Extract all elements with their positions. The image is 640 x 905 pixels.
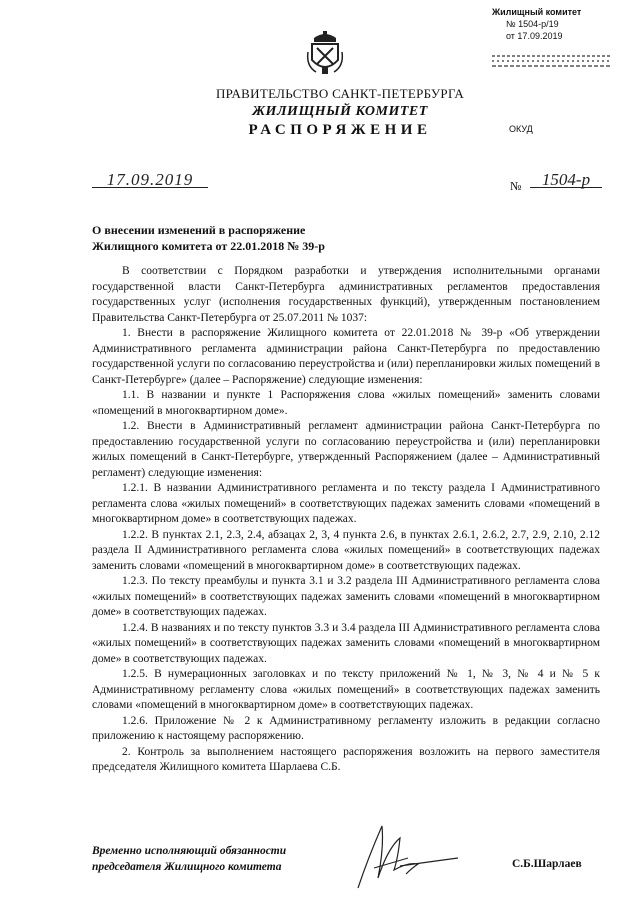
document-subject [92, 222, 392, 254]
paragraph: 1.2.5. В нумерационных заголовках и по тексту приложений № 1, № 3, № 4 и № 5 к Административному регламенту слова «жилых помещений» в соответствующих падежах заменить словами «помещений в многоквартирном доме» в соответствующих падежах. [92, 668, 600, 711]
stamp-number: № 1504-р/19 [506, 19, 559, 29]
coat-of-arms-icon [306, 28, 344, 78]
stamp-title: Жилищный комитет [492, 7, 582, 17]
okud-label: ОКУД [509, 124, 533, 134]
stamp-date: от 17.09.2019 [506, 31, 563, 41]
paragraph: 1.2. Внести в Административный регламент администрации района Санкт-Петербурга по предоставлению государственной услуги по согласованию переустройства и (или) перепланировки жилых помещений в Санкт-Петербурге, утвержденный Распоряжением (далее – Административный регламент) следующие изменения: [92, 420, 600, 479]
doc-date-field [92, 170, 208, 188]
paragraph: 1.2.6. Приложение № 2 к Административному регламенту изложить в редакции согласно приложению к настоящему распоряжению. [92, 714, 600, 742]
position-line-2: председателя Жилищного комитета [92, 861, 282, 873]
paragraph: 1. Внести в распоряжение Жилищного комитета от 22.01.2018 № 39-р «Об утверждении Административного регламента администрации района Санкт-Петербурга по предоставлению государственной услуги по согласованию переустройства и (или) перепланировки жилых помещений в Санкт-Петербурге» (далее – Распоряжение) следующие изменения: [92, 327, 600, 386]
handwritten-signature [348, 818, 468, 898]
government-title: ПРАВИТЕЛЬСТВО САНКТ-ПЕТЕРБУРГА [215, 86, 465, 101]
paragraph: 1.2.1. В названии Административного регламента и по тексту раздела I Административного регламента слова «жилых помещений» в соответствующих падежах заменить словами «помещений в многоквартирном доме» в соответствующих падежах. [92, 482, 600, 525]
subject-line-2: Жилищного комитета от 22.01.2018 № 39-р [92, 239, 325, 253]
doc-number: 1504-р [541, 170, 591, 189]
paragraph: 1.2.3. По тексту преамбулы и пункта 3.1 и 3.2 раздела III Административного регламента слова «жилых помещений» в соответствующих падежах заменить словами «помещений в многоквартирном доме» в соответствующих падежах. [92, 575, 600, 618]
registration-stamp [492, 6, 612, 42]
paragraph: 1.2.2. В пунктах 2.1, 2.3, 2.4, абзацах 2, 3, 4 пункта 2.6, в пунктах 2.6.1, 2.6.2, 2.7, 2.9, 2.10, 2.12 раздела II Административного регламента слова «жилых помещений» в соответствующих падежах заменить словами «помещений в многоквартирном доме» в соответствующих падежах. [92, 528, 600, 572]
committee-title: ЖИЛИЩНЫЙ КОМИТЕТ [252, 104, 428, 119]
doc-number-field [530, 170, 602, 188]
doc-date: 17.09.2019 [106, 170, 194, 189]
paragraph: 2. Контроль за выполнением настоящего распоряжения возложить на первого заместителя председателя Жилищного комитета Шарлаева С.Б. [92, 745, 600, 773]
subject-line-1: О внесении изменений в распоряжение [92, 223, 306, 237]
paragraph: 1.1. В названии и пункте 1 Распоряжения слова «жилых помещений» заменить словами «помещений в многоквартирном доме». [92, 389, 600, 417]
paragraph: В соответствии с Порядком разработки и утверждения исполнительными органами государственной власти Санкт-Петербурга административных регламентов предоставления государственных услуг (исполнения государственных функций), утвержденным постановлением Правительства Санкт-Петербурга от 25.07.2011 № 1037: [92, 265, 600, 324]
doc-number-label: № [510, 179, 522, 193]
paragraph: 1.2.4. В названиях и по тексту пунктов 3.3 и 3.4 раздела III Административного регламента слова «жилых помещений» в соответствующих падежах заменить словами «помещений в многоквартирном доме» в соответствующих падежах. [92, 621, 600, 665]
signatory-name: С.Б.Шарлаев [512, 858, 582, 870]
document-body [92, 264, 600, 776]
barcode-lines [492, 54, 610, 70]
position-line-1: Временно исполняющий обязанности [92, 845, 287, 857]
signatory-position [92, 843, 352, 875]
doc-type-title: РАСПОРЯЖЕНИЕ [248, 122, 432, 138]
